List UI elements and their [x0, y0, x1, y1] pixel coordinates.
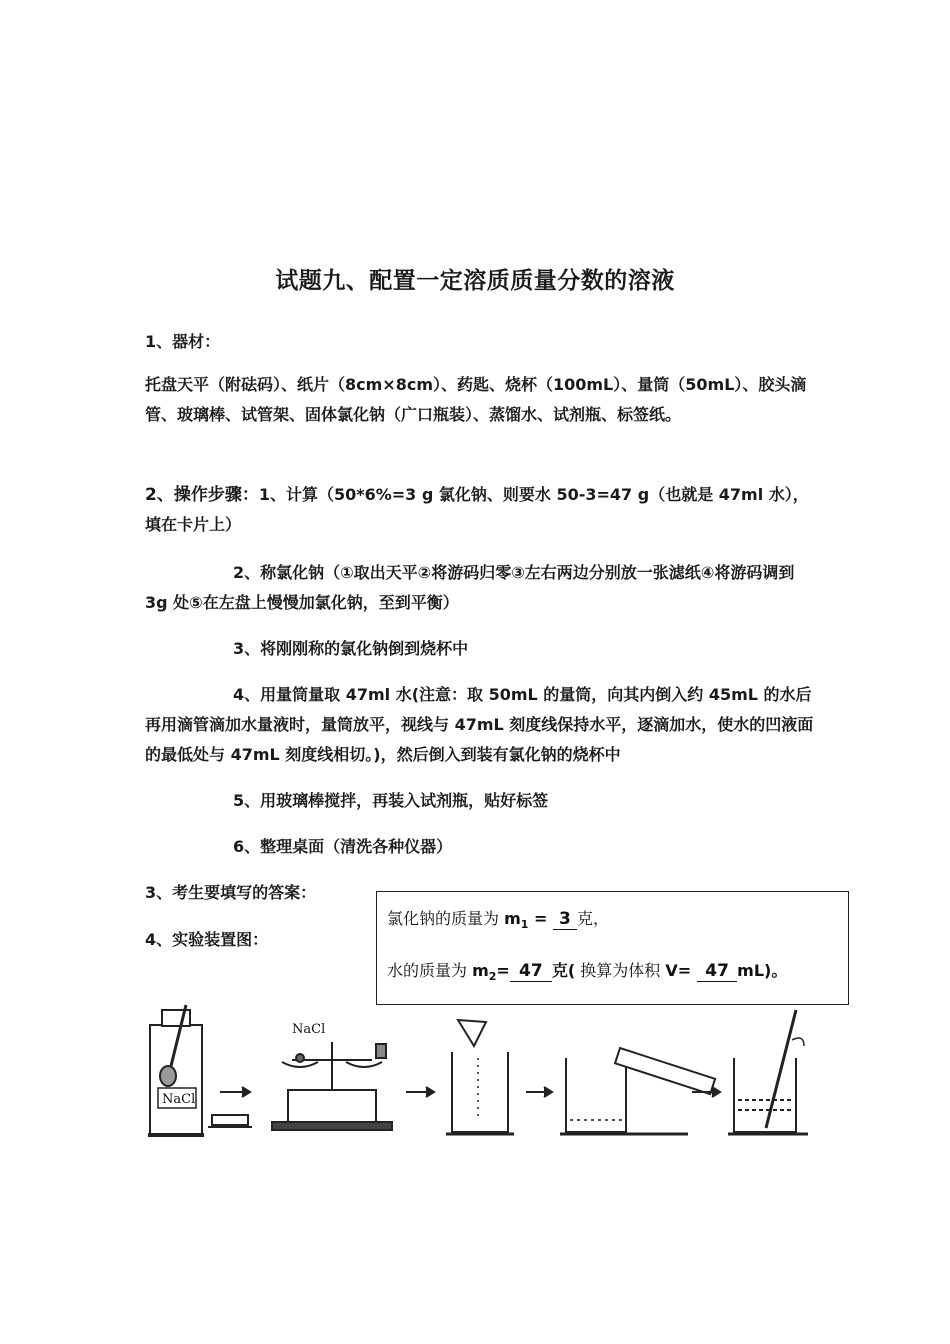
step6-text: 6、整理桌面（清洗各种仪器）	[233, 837, 453, 856]
m2-value-blank[interactable]: 47	[510, 961, 552, 982]
equipment-list: 托盘天平（附砝码）、纸片（8cm×8cm）、药匙、烧杯（100mL）、量筒（50mL）、胶头滴管、玻璃棒、试管架、固体氯化钠（广口瓶装）、蒸馏水、试剂瓶、标签纸。	[145, 375, 807, 424]
beaker-cylinder-icon	[560, 1048, 715, 1134]
answer-box	[376, 891, 849, 1005]
step2-text: 2、称氯化钠（①取出天平②将游码归零③左右两边分别放一张滤纸④将游码调到 3g 处⑤在左盘上慢慢加氯化钠，至到平衡）	[145, 563, 795, 612]
m1-value-blank[interactable]: 3	[553, 909, 577, 930]
answer-line2-suffix: mL)。	[737, 961, 788, 980]
v-value-blank[interactable]: 47	[697, 961, 737, 982]
answer-line2-mid: 克(	[551, 961, 576, 980]
answer-line1-suffix: 克，	[576, 909, 609, 928]
v-label: V=	[665, 961, 692, 980]
section4-heading: 4、实验装置图：	[145, 930, 269, 949]
step1-text: 1、计算（50*6%=3 g 氯化钠、则要水 50-3=47 g（也就是 47ml 水），填在卡片上）	[145, 485, 809, 534]
section2-heading: 2、操作步骤：	[145, 485, 259, 505]
arrow-icon	[526, 1087, 552, 1097]
m2-symbol: $m_2=$	[472, 961, 510, 984]
answer-line2-convert: 换算为体积	[575, 961, 666, 980]
steps-step1	[145, 480, 815, 540]
beaker-stir-icon	[728, 1010, 808, 1134]
arrow-icon	[220, 1087, 250, 1097]
arrow-icon	[406, 1087, 434, 1097]
step5-text: 5、用玻璃棒搅拌，再装入试剂瓶，贴好标签	[233, 791, 549, 810]
bottle-label: NaCl	[162, 1092, 196, 1107]
m1-symbol: $m_1$ =	[504, 909, 553, 932]
step4-text: 4、用量筒量取 47ml 水(注意：取 50mL 的量筒，向其内倒入约 45mL 的水后再用滴管滴加水量液时，量筒放平，视线与 47mL 刻度线保持水平，逐滴加水，使水的凹液面的最低处与 47mL 刻度线相切。)，然后倒入到装有氯化钠的烧杯中	[145, 685, 814, 764]
section3-heading: 3、考生要填写的答案：	[145, 883, 317, 902]
section1-heading: 1、器材：	[145, 332, 221, 351]
beaker-pour-icon	[446, 1020, 514, 1134]
page-title: 试题九、配置一定溶质质量分数的溶液	[275, 268, 675, 294]
balance-label: NaCl	[292, 1022, 326, 1037]
answer-line-nacl-mass	[387, 906, 609, 931]
answer-line2-prefix: 水的质量为	[387, 961, 473, 980]
experiment-diagram	[140, 1000, 820, 1145]
answer-line1-prefix: 氯化钠的质量为	[387, 909, 505, 928]
weighing-paper-icon	[208, 1115, 252, 1127]
answer-line-water-mass	[387, 958, 787, 983]
step3-text: 3、将刚刚称的氯化钠倒到烧杯中	[233, 639, 469, 658]
balance-icon	[272, 1022, 392, 1130]
